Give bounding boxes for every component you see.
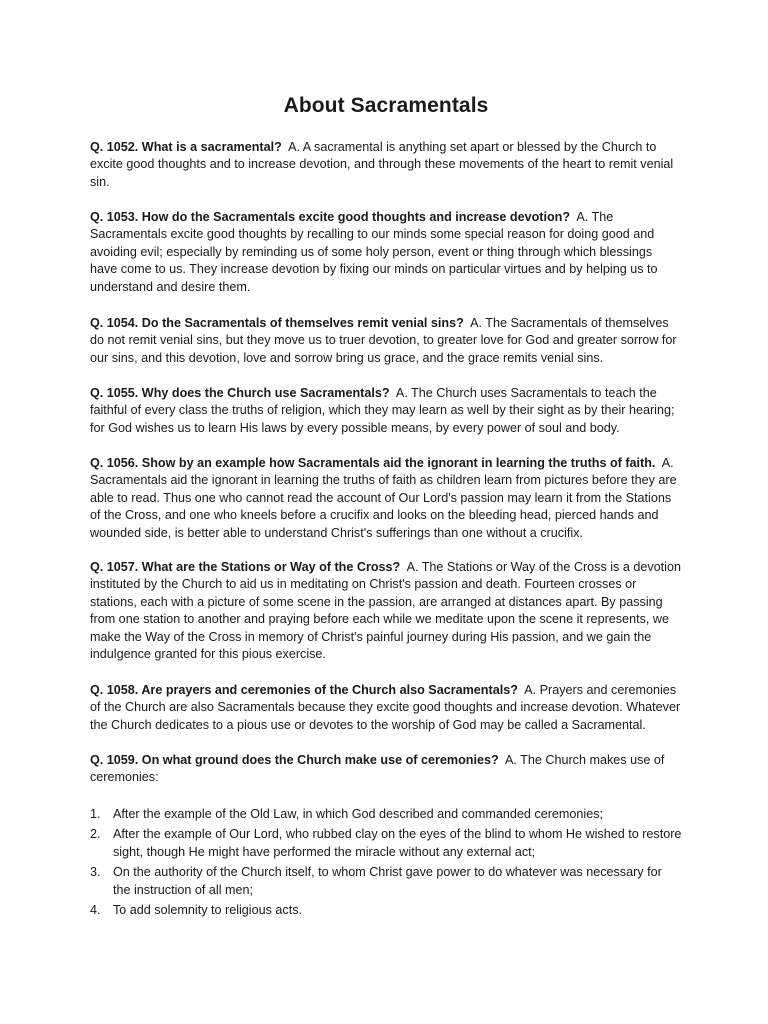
question-text: Q. 1056. Show by an example how Sacramentals aid the ignorant in learning the truths of faith. bbox=[90, 456, 656, 470]
question-text: Q. 1058. Are prayers and ceremonies of the Church also Sacramentals? bbox=[90, 683, 518, 697]
answer-text: A. The Stations or Way of the Cross is a devotion instituted by the Church to aid us in meditating on Christ's passion and death. Fourteen crosses or stations, each with a picture of some scene in the passion, are arranged at distances apart. By passing from one station to another and praying before each while we meditate upon the scene it represents, we make the Way of the Cross in memory of Christ's painful journey during His passion, and we gain the indulgence granted for this pious exercise. bbox=[90, 560, 681, 662]
answer-text: A. The Sacramentals excite good thoughts by recalling to our minds some special reason for doing good and avoiding evil; especially by reminding us of some holy person, event or thing through which blessings have come to us. They increase devotion by fixing our minds on particular virtues and by helping us to understand and desire them. bbox=[90, 210, 658, 294]
question-text: Q. 1055. Why does the Church use Sacramentals? bbox=[90, 386, 390, 400]
ceremony-reasons-list bbox=[90, 806, 682, 922]
qa-item-1052 bbox=[90, 139, 682, 191]
list-number: 3. bbox=[90, 865, 101, 880]
qa-item-1058 bbox=[90, 682, 682, 734]
qa-item-1055 bbox=[90, 385, 682, 437]
list-text: To add solemnity to religious acts. bbox=[113, 903, 302, 918]
question-text: Q. 1053. How do the Sacramentals excite good thoughts and increase devotion? bbox=[90, 210, 571, 224]
qa-item-1057 bbox=[90, 559, 682, 663]
answer-text: A. A sacramental is anything set apart or blessed by the Church to excite good thoughts and to increase devotion, and through these movements of the heart to remit venial sin. bbox=[90, 140, 674, 189]
question-text: Q. 1057. What are the Stations or Way of the Cross? bbox=[90, 560, 401, 574]
answer-text: A. Sacramentals aid the ignorant in learning the truths of faith as children learn from pictures before they are able to read. Thus one who cannot read the account of Our Lord's passion may learn it from the Stations of the Cross, and one who kneels before a crucifix and looks on the bleeding head, pierced hands and wounded side, is better able to understand Christ's sufferings than one without a crucifix. bbox=[90, 456, 677, 540]
answer-text: A. The Sacramentals of themselves do not remit venial sins, but they move us to truer devotion, to greater love for God and greater sorrow for our sins, and this devotion, love and sorrow bring us grace, and the grace remits venial sins. bbox=[90, 316, 677, 365]
answer-text: A. Prayers and ceremonies of the Church are also Sacramentals because they excite good thoughts and increase devotion. Whatever the Church dedicates to a pious use or devotes to the worship of God may be called a Sacramental. bbox=[90, 683, 681, 732]
qa-item-1053 bbox=[90, 209, 682, 296]
qa-item-1054 bbox=[90, 315, 682, 367]
list-item bbox=[90, 902, 682, 919]
answer-text: A. The Church uses Sacramentals to teach the faithful of every class the truths of religion, which they may learn as well by their sight as by their hearing; for God wishes us to learn His laws by every possible means, by every power of soul and body. bbox=[90, 386, 675, 435]
page-title: About Sacramentals bbox=[283, 94, 489, 117]
document-page bbox=[90, 0, 682, 1024]
list-number: 2. bbox=[90, 827, 101, 842]
list-text: After the example of Our Lord, who rubbed clay on the eyes of the blind to whom He wished to restore sight, though He might have performed the miracle without any external act; bbox=[113, 827, 682, 859]
qa-item-1056 bbox=[90, 455, 682, 542]
list-number: 4. bbox=[90, 903, 101, 918]
qa-item-1059 bbox=[90, 752, 682, 787]
list-item bbox=[90, 806, 682, 823]
question-text: Q. 1059. On what ground does the Church make use of ceremonies? bbox=[90, 753, 499, 767]
list-text: On the authority of the Church itself, to whom Christ gave power to do whatever was necessary for the instruction of all men; bbox=[113, 865, 662, 897]
list-item bbox=[90, 826, 682, 861]
list-item bbox=[90, 864, 682, 899]
answer-text: A. The Church makes use of ceremonies: bbox=[90, 753, 665, 785]
list-number: 1. bbox=[90, 807, 101, 821]
question-text: Q. 1052. What is a sacramental? bbox=[90, 140, 282, 154]
question-text: Q. 1054. Do the Sacramentals of themselves remit venial sins? bbox=[90, 316, 464, 330]
list-text: After the example of the Old Law, in which God described and commanded ceremonies; bbox=[113, 807, 604, 821]
